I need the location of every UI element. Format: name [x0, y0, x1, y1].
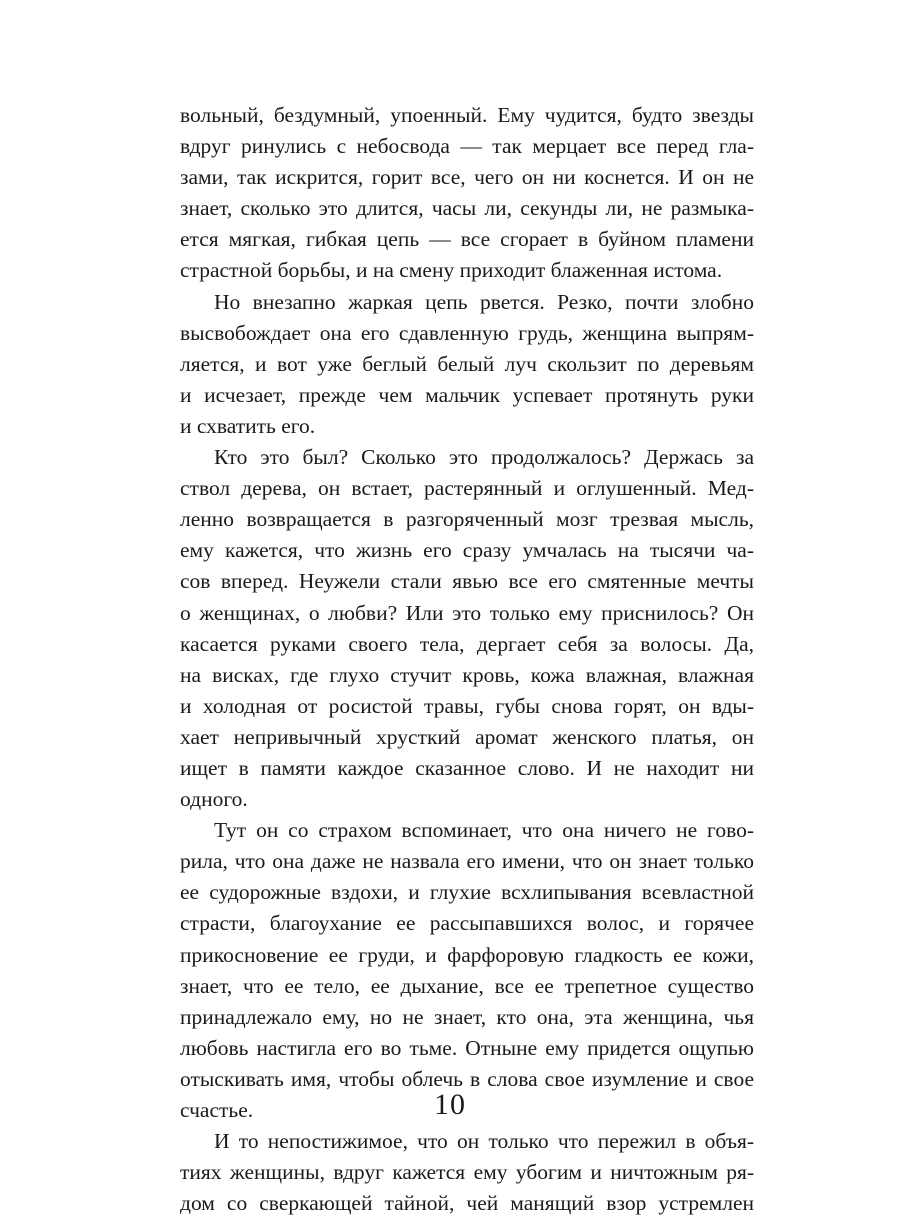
paragraph — [180, 287, 754, 442]
text-line: касается руками своего тела, дергает себя за волосы. Да, — [180, 631, 754, 656]
text-line: отыскивать имя, чтобы облечь в слова свое изумление и свое — [180, 1066, 754, 1091]
text-line: ищет в памяти каждое сказанное слово. И не находит ни — [180, 755, 754, 780]
text-line: вольный, бездумный, упоенный. Ему чудится, будто звезды — [180, 103, 754, 127]
text-line: знает, сколько это длится, часы ли, секунды ли, не размыка- — [180, 196, 754, 221]
text-line: вдруг ринулись с небосвода — так мерцает все перед гла- — [180, 134, 754, 159]
text-line: любовь настигла его во тьме. Отныне ему придется ощупью — [180, 1035, 754, 1060]
text-line: страсти, благоухание ее рассыпавшихся волос, и горячее — [180, 911, 754, 936]
text-line: на висках, где глухо стучит кровь, кожа влажная, влажная — [180, 662, 754, 687]
text-line: одного. — [180, 787, 248, 812]
text-line: ляется, и вот уже беглый белый луч скользит по деревьям — [180, 351, 754, 376]
text-line: тиях женщины, вдруг кажется ему убогим и ничтожным ря- — [180, 1160, 754, 1185]
text-line: ему кажется, что жизнь его сразу умчалась на тысячи ча- — [180, 538, 754, 563]
text-line: принадлежало ему, но не знает, кто она, эта женщина, чья — [180, 1004, 754, 1029]
text-line: знает, что ее тело, ее дыхание, все ее трепетное существо — [180, 973, 754, 998]
page-number: 10 — [434, 1088, 466, 1121]
text-line: Кто это был? Сколько это продолжалось? Держась за — [214, 445, 754, 470]
paragraph — [180, 815, 754, 1126]
text-line: и холодная от росистой травы, губы снова горят, он вды- — [180, 693, 754, 718]
text-line: Тут он со страхом вспоминает, что она ничего не гово- — [214, 818, 754, 843]
text-line: И то непостижимое, что он только что пережил в объя- — [214, 1129, 754, 1154]
text-line: ленно возвращается в разгоряченный мозг трезвая мысль, — [180, 507, 754, 532]
text-line: высвобождает она его сдавленную грудь, женщина выпрям- — [180, 320, 754, 345]
text-line: хает непривычный хрусткий аромат женского платья, он — [180, 724, 754, 749]
paragraph — [180, 100, 754, 287]
text-line: ее судорожные вздохи, и глухие всхлипывания всевластной — [180, 880, 754, 905]
paragraph — [180, 1126, 754, 1219]
text-line: прикосновение ее груди, и фарфоровую гладкость ее кожи, — [180, 942, 754, 967]
text-line: и схватить его. — [180, 413, 316, 438]
text-line: ствол дерева, он встает, растерянный и оглушенный. Мед- — [180, 476, 754, 501]
text-line: счастье. — [180, 1098, 254, 1122]
body-text — [180, 100, 754, 1219]
text-line: дом со сверкающей тайной, чей манящий взор устремлен — [180, 1191, 754, 1216]
paragraph — [180, 442, 754, 815]
text-line: Но внезапно жаркая цепь рвется. Резко, почти злобно — [214, 289, 754, 314]
text-line: сов вперед. Неужели стали явью все его смятенные мечты — [180, 569, 754, 594]
text-line: зами, так искрится, горит все, чего он ни коснется. И он не — [180, 165, 754, 190]
text-line: рила, что она даже не назвала его имени, что он знает только — [180, 849, 754, 874]
text-line: о женщинах, о любви? Или это только ему приснилось? Он — [180, 600, 754, 625]
text-line: ется мягкая, гибкая цепь — все сгорает в буйном пламени — [180, 227, 754, 252]
text-line: страстной борьбы, и на смену приходит блаженная истома. — [180, 258, 723, 283]
text-line: и исчезает, прежде чем мальчик успевает протянуть руки — [180, 382, 754, 407]
